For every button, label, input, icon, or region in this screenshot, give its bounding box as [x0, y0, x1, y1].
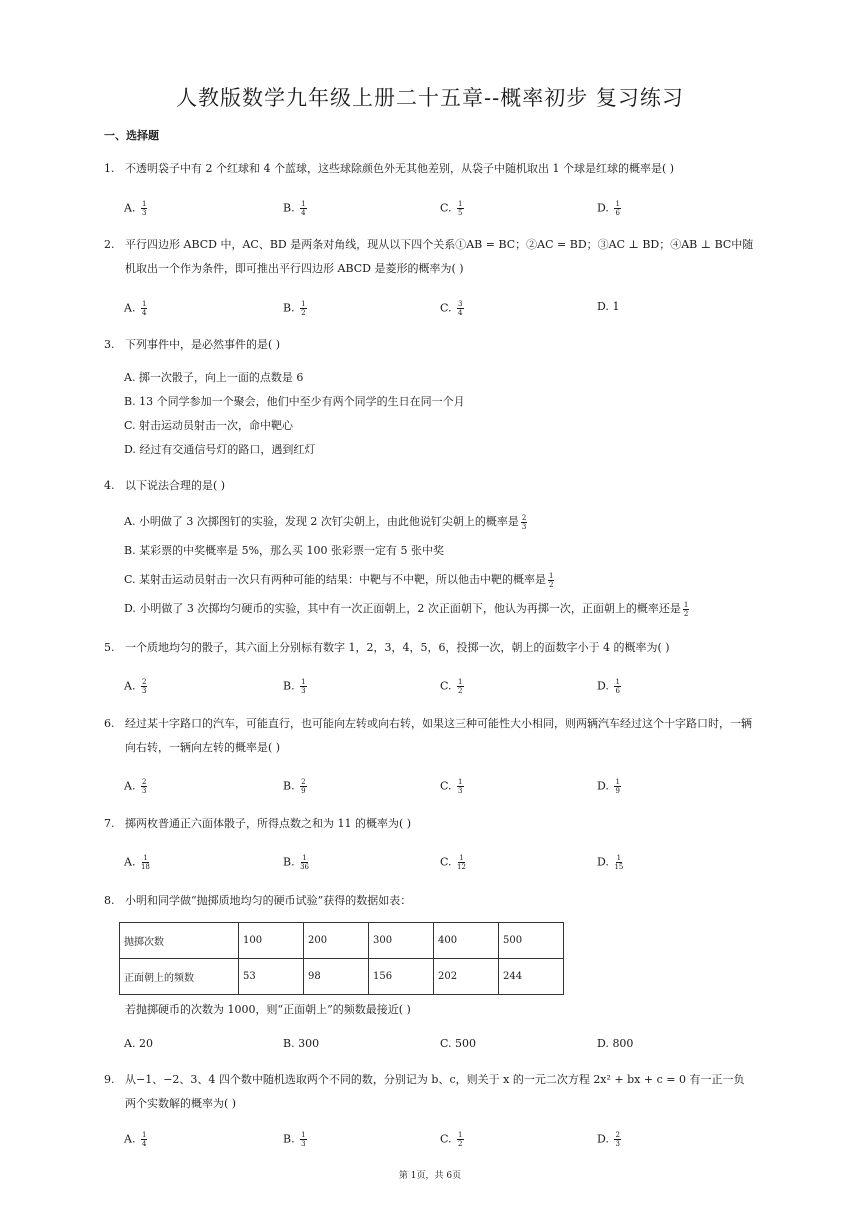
- option-d: D. 小明做了 3 次掷均匀硬币的实验，其中有一次正面朝上，2 次正面朝下，他认为再掷一次，正面朝上的概率还是 $\frac{1}{2}$: [124, 600, 689, 618]
- question-text: 以下说法合理的是( ): [125, 479, 226, 492]
- option-b: B. 300: [283, 1037, 320, 1050]
- question-text: 不透明袋子中有 2 个红球和 4 个蓝球，这些球除颜色外无其他差别，从袋子中随机取出 1 个球是红球的概率是( ): [125, 162, 675, 175]
- table-cell: 正面朝上的频数: [120, 959, 239, 995]
- option-d: D. $\frac{1}{9}$: [597, 778, 620, 795]
- option-a: A. $\frac{2}{3}$: [124, 678, 147, 695]
- table-cell: 500: [499, 923, 564, 959]
- option-c: C. $\frac{3}{4}$: [440, 300, 463, 317]
- options-q8: [124, 1037, 764, 1057]
- option-b: B. 13 个同学参加一个聚会，他们中至少有两个同学的生日在同一个月: [124, 395, 465, 408]
- option-d: D. 经过有交通信号灯的路口，遇到红灯: [124, 443, 316, 456]
- option-c: C. 射击运动员射击一次，命中靶心: [124, 419, 294, 432]
- option-a: A. 掷一次骰子，向上一面的点数是 6: [124, 371, 304, 384]
- options-q9: [124, 1131, 764, 1151]
- question-text: 下列事件中，是必然事件的是( ): [125, 338, 281, 351]
- options-q7: [124, 854, 764, 874]
- option-b: B. $\frac{1}{3}$: [283, 1131, 306, 1148]
- question-8: [104, 889, 754, 913]
- options-q2: [124, 300, 764, 320]
- option-c: C. $\frac{1}{3}$: [440, 778, 463, 795]
- question-6: [104, 712, 754, 760]
- question-number: 8.: [104, 894, 115, 907]
- option-c: C. 某射击运动员射击一次只有两种可能的结果：中靶与不中靶，所以他击中靶的概率是 $\frac{1}{2}$: [124, 571, 554, 589]
- table-cell: 200: [304, 923, 369, 959]
- page-footer: 第 1页，共 6页: [398, 1171, 462, 1181]
- option-a: A. $\frac{2}{3}$: [124, 778, 147, 795]
- option-a: A. $\frac{1}{18}$: [124, 854, 150, 871]
- question-number: 5.: [104, 641, 115, 654]
- question-2: [104, 233, 754, 281]
- table-cell: 400: [434, 923, 499, 959]
- question-number: 2.: [104, 238, 115, 251]
- table-cell: 300: [369, 923, 434, 959]
- table-cell: 100: [239, 923, 304, 959]
- option-d: D. $\frac{2}{3}$: [597, 1131, 620, 1148]
- option-d: D. 1: [597, 300, 620, 313]
- option-a: A. 小明做了 3 次掷图钉的实验，发现 2 次钉尖朝上，由此他说钉尖朝上的概率是 $\frac{2}{3}$: [124, 513, 527, 531]
- options-q3: [124, 366, 764, 462]
- table-row: [120, 959, 564, 995]
- option-d: D. 800: [597, 1037, 634, 1050]
- option-a: A. $\frac{1}{3}$: [124, 200, 147, 217]
- question-number: 3.: [104, 338, 115, 351]
- question-text: 平行四边形 ABCD 中，AC、BD 是两条对角线，现从以下四个关系①AB = BC；②AC = BD；③AC ⊥ BD；④AB ⊥ BC中随机取出一个作为条件，即可推出平行四边形 ABCD 是菱形的概率为( ): [125, 238, 754, 275]
- table-cell: 244: [499, 959, 564, 995]
- options-q1: [124, 200, 764, 220]
- option-c: C. $\frac{1}{12}$: [440, 854, 466, 871]
- option-b: B. $\frac{1}{3}$: [283, 678, 306, 695]
- option-a: A. 20: [124, 1037, 153, 1050]
- question-3: [104, 333, 754, 357]
- section-heading: 一、选择题: [104, 129, 159, 142]
- question-5: [104, 636, 754, 660]
- question-1: [104, 157, 754, 181]
- option-c: C. $\frac{1}{2}$: [440, 678, 463, 695]
- question-8-followup: [104, 998, 754, 1022]
- question-text: 经过某十字路口的汽车，可能直行，也可能向左转或向右转，如果这三种可能性大小相同，则两辆汽车经过这个十字路口时，一辆向右转，一辆向左转的概率是( ): [125, 717, 752, 754]
- table-cell: 202: [434, 959, 499, 995]
- option-d: D. $\frac{1}{6}$: [597, 200, 620, 217]
- option-c: C. $\frac{1}{2}$: [440, 1131, 463, 1148]
- options-q4: [124, 510, 764, 626]
- option-b: B. 某彩票的中奖概率是 5%，那么买 100 张彩票一定有 5 张中奖: [124, 544, 445, 557]
- question-number: 4.: [104, 479, 115, 492]
- question-text: 一个质地均匀的骰子，其六面上分别标有数字 1，2，3，4，5，6，投掷一次，朝上的面数字小于 4 的概率为( ): [125, 641, 670, 654]
- table-cell: 抛掷次数: [120, 923, 239, 959]
- question-number: 1.: [104, 162, 115, 175]
- question-number: 9.: [104, 1073, 115, 1086]
- question-number: 6.: [104, 717, 115, 730]
- option-b: B. $\frac{2}{9}$: [283, 778, 306, 795]
- option-d: D. $\frac{1}{6}$: [597, 678, 620, 695]
- option-b: B. $\frac{1}{36}$: [283, 854, 310, 871]
- question-number: 7.: [104, 817, 115, 830]
- frequency-table: [119, 922, 564, 995]
- option-a: A. $\frac{1}{4}$: [124, 300, 147, 317]
- question-text: 若抛掷硬币的次数为 1000，则“正面朝上”的频数最接近( ): [125, 1003, 411, 1016]
- options-q6: [124, 778, 764, 798]
- option-d: D. $\frac{1}{15}$: [597, 854, 624, 871]
- table-cell: 156: [369, 959, 434, 995]
- table-cell: 53: [239, 959, 304, 995]
- question-7: [104, 812, 754, 836]
- option-a: A. $\frac{1}{4}$: [124, 1131, 147, 1148]
- question-text: 小明和同学做“抛掷质地均匀的硬币试验”获得的数据如表：: [125, 894, 412, 907]
- table-row: [120, 923, 564, 959]
- question-9: [104, 1068, 754, 1116]
- option-b: B. $\frac{1}{2}$: [283, 300, 306, 317]
- question-text: 从−1、−2、3、4 四个数中随机选取两个不同的数，分别记为 b、c，则关于 x 的一元二次方程 2x² + bx + c = 0 有一正一负两个实数解的概率为( ): [125, 1073, 745, 1110]
- page-title: 人教版数学九年级上册二十五章--概率初步 复习练习: [176, 86, 684, 110]
- option-c: C. $\frac{1}{5}$: [440, 200, 463, 217]
- table-cell: 98: [304, 959, 369, 995]
- option-b: B. $\frac{1}{4}$: [283, 200, 306, 217]
- option-c: C. 500: [440, 1037, 477, 1050]
- question-text: 掷两枚普通正六面体骰子，所得点数之和为 11 的概率为( ): [125, 817, 412, 830]
- options-q5: [124, 678, 764, 698]
- question-4: [104, 474, 754, 498]
